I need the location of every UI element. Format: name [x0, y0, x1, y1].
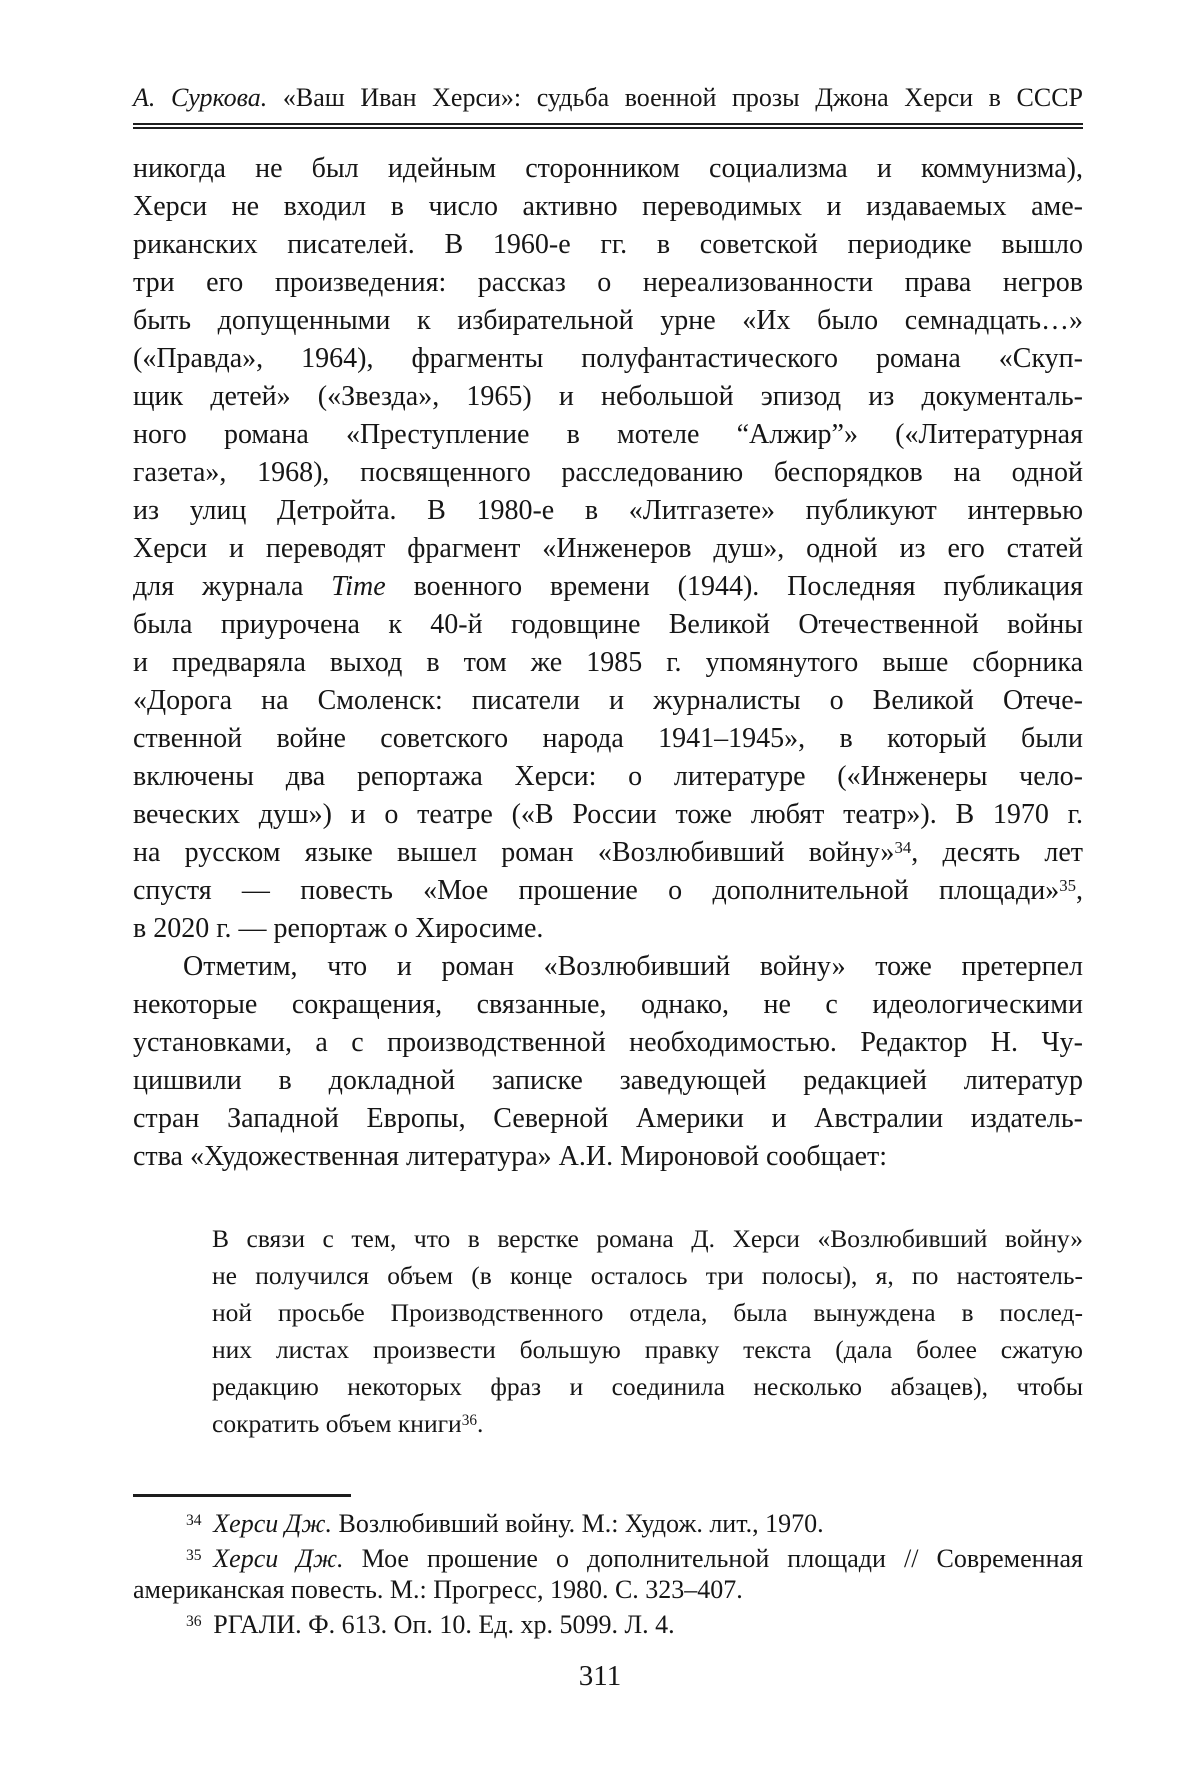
text-line: включены два репортажа Херси: о литературе («Инженеры чело-	[133, 761, 1083, 792]
footnote-ref: 34	[894, 837, 912, 857]
body-paragraph	[133, 948, 1083, 1176]
text-line: риканских писателей. В 1960-е гг. в советской периодике вышло	[133, 229, 1083, 260]
block-quote	[212, 1220, 1083, 1442]
running-header	[133, 0, 1083, 114]
text-line: («Правда», 1964), фрагменты полуфантастического романа «Скуп-	[133, 343, 1083, 374]
footnote-marker: 36	[186, 1612, 202, 1630]
text-line: была приурочена к 40-й годовщине Великой Отечественной войны	[133, 609, 1083, 640]
italic-text: Херси Дж.	[213, 1544, 344, 1573]
footnote	[133, 1543, 1083, 1605]
text-line: щик детей» («Звезда», 1965) и небольшой эпизод из документаль-	[133, 381, 1083, 412]
italic-text: Херси Дж.	[213, 1509, 332, 1538]
footnote-ref: 36	[461, 1411, 477, 1429]
text-line: редакцию некоторых фраз и соединила несколько абзацев), чтобы	[212, 1372, 1083, 1401]
running-header-title: «Ваш Иван Херси»: судьба военной прозы Джона Херси в СССР	[282, 83, 1084, 112]
text-line: сократить объем книги$^{36}$.	[212, 1409, 484, 1438]
page-number: 311	[578, 1660, 622, 1692]
text-line: стран Западной Европы, Северной Америки и Австралии издатель-	[133, 1103, 1083, 1134]
text-line: В связи с тем, что в верстке романа Д. Херси «Возлюбивший войну»	[212, 1224, 1083, 1253]
text-line: веческих душ») и о театре («В России тоже любят театр»). В 1970 г.	[133, 799, 1083, 830]
footnote	[133, 1609, 1083, 1640]
text-line: в 2020 г. — репортаж о Хиросиме.	[133, 913, 544, 944]
text-line: не получился объем (в конце осталось три полосы), я, по настоятель-	[212, 1261, 1083, 1290]
text-line: три его произведения: рассказ о нереализованности права негров	[133, 267, 1083, 298]
footnote-separator	[133, 1494, 351, 1497]
text-line: спустя — повесть «Мое прошение о дополнительной площади»$^{35}$,	[133, 875, 1083, 906]
text-line: никогда не был идейным сторонником социализма и коммунизма),	[133, 153, 1083, 184]
text-line: ства «Художественная литература» А.И. Мироновой сообщает:	[133, 1141, 888, 1172]
italic-text: Time	[331, 571, 386, 602]
text-line: американская повесть. М.: Прогресс, 1980. С. 323–407.	[133, 1575, 743, 1604]
text-line: ной просьбе Производственного отдела, была вынуждена в послед-	[212, 1298, 1083, 1327]
text-line: и предваряла выход в том же 1985 г. упомянутого выше сборника	[133, 647, 1083, 678]
text-line: ного романа «Преступление в мотеле “Алжир”» («Литературная	[133, 419, 1083, 450]
footnotes	[133, 1508, 1083, 1640]
text-line: $^{36}$ РГАЛИ. Ф. 613. Оп. 10. Ед. хр. 5099. Л. 4.	[186, 1610, 675, 1639]
text-line: газета», 1968), посвященного расследованию беспорядков на одной	[133, 457, 1083, 488]
text-line: установками, а с производственной необходимостью. Редактор Н. Чу-	[133, 1027, 1083, 1058]
page-body	[133, 150, 1083, 1442]
text-line: из улиц Детройта. В 1980-е в «Литгазете» публикуют интервью	[133, 495, 1083, 526]
text-line: на русском языке вышел роман «Возлюбивший войну»$^{34}$, десять лет	[133, 837, 1083, 868]
footnote	[133, 1508, 1083, 1539]
text-line: быть допущенными к избирательной урне «Их было семнадцать…»	[133, 305, 1083, 336]
text-line: Херси не входил в число активно переводимых и издаваемых аме-	[133, 191, 1083, 222]
header-rule	[133, 123, 1083, 129]
text-line: Херси и переводят фрагмент «Инженеров душ», одной из его статей	[133, 533, 1083, 564]
running-header-author: А. Суркова.	[133, 83, 268, 112]
text-line: $^{34}$ Херси Дж. Возлюбивший войну. М.: Худож. лит., 1970.	[186, 1509, 824, 1538]
footnote-marker: 35	[186, 1546, 202, 1564]
text-line: «Дорога на Смоленск: писатели и журналисты о Великой Отече-	[133, 685, 1083, 716]
text-line: ственной войне советского народа 1941–1945», в который были	[133, 723, 1083, 754]
footnote-ref: 35	[1059, 875, 1076, 895]
text-line: $^{35}$ Херси Дж. Мое прошение о дополнительной площади // Современная	[186, 1544, 1083, 1573]
text-line: для журнала Time военного времени (1944). Последняя публикация	[133, 571, 1083, 602]
text-line: цишвили в докладной записке заведующей редакцией литератур	[133, 1065, 1083, 1096]
footnote-marker: 34	[186, 1511, 202, 1529]
body-paragraph	[133, 150, 1083, 948]
text-line: Отметим, что и роман «Возлюбивший войну» тоже претерпел	[183, 951, 1083, 982]
text-line: них листах произвести большую правку текста (дала более сжатую	[212, 1335, 1083, 1364]
text-line: некоторые сокращения, связанные, однако, не с идеологическими	[133, 989, 1083, 1020]
